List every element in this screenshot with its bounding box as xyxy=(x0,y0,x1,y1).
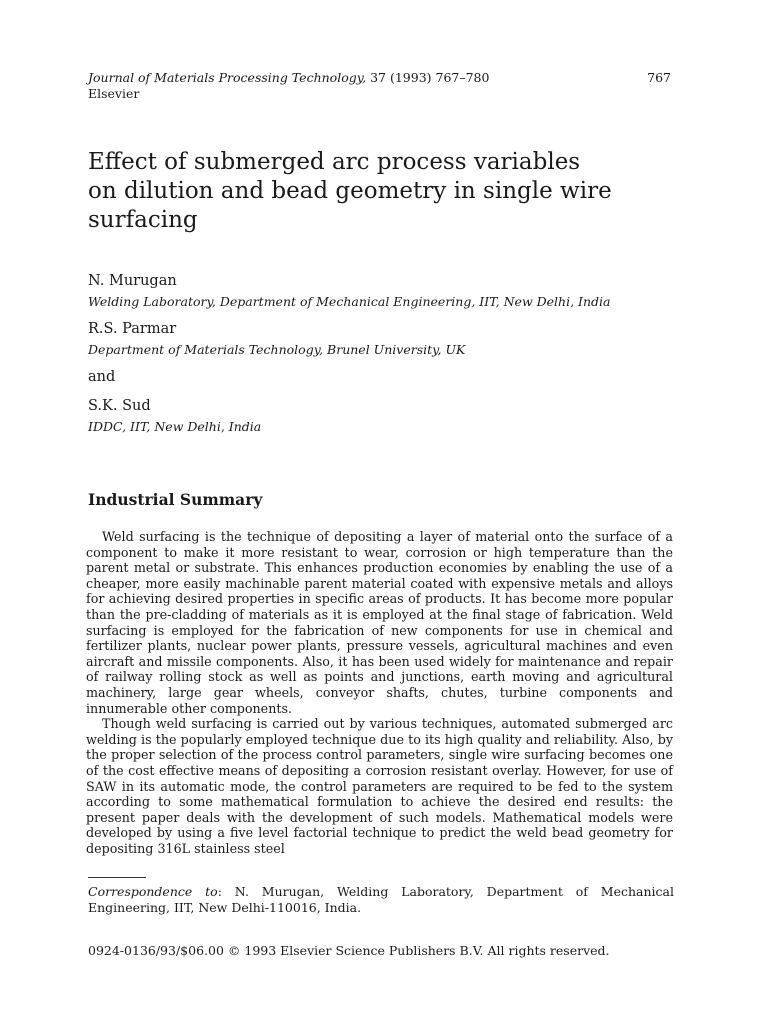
title-line-2: on dilution and bead geometry in single wire xyxy=(88,178,612,204)
author-name-1: N. Murugan xyxy=(88,273,177,289)
author-affiliation-1: Welding Laboratory, Department of Mechanical Engineering, IIT, New Delhi, India xyxy=(88,294,611,309)
body-paragraph-1: Weld surfacing is the technique of depositing a layer of material onto the surface of a component to make it more resistant to wear, corrosion or high temperature than the parent metal or substrate. This enhances production economies by enabling the use of a cheaper, more easily machinable parent material coated with expensive metals and alloys for achieving desired properties in specific areas of products. It has become more popular than the pre-cladding of materials as it is employed at the final stage of fabrication. Weld surfacing is employed for the fabrication of new components for use in chemical and fertilizer plants, nuclear power plants, pressure vessels, agricultural machines and even aircraft and missile components. Also, it has been used widely for maintenance and repair of railway rolling stock as well as points and junctions, earth moving and agricultural machinery, large gear wheels, conveyor shafts, chutes, turbine components and innumerable other components. xyxy=(86,529,673,716)
page-number: 767 xyxy=(647,70,671,85)
author-affiliation-3: IDDC, IIT, New Delhi, India xyxy=(88,419,262,434)
journal-name: Journal of Materials Processing Technology, xyxy=(88,70,367,85)
correspondence-footnote xyxy=(88,884,674,916)
author-name-2: R.S. Parmar xyxy=(88,321,177,337)
author-affiliation-2: Department of Materials Technology, Brunel University, UK xyxy=(88,342,466,357)
footnote-label: Correspondence to xyxy=(88,884,218,899)
paper-title xyxy=(88,148,678,235)
body-paragraph-2: Though weld surfacing is carried out by various techniques, automated submerged arc welding is the popularly employed technique due to its high quality and reliability. Also, by the proper selection of the process control parameters, single wire surfacing becomes one of the cost effective means of depositing a corrosion resistant overlay. However, for use of SAW in its automatic mode, the control parameters are required to be fed to the system according to some mathematical formulation to achieve the desired end results: the present paper deals with the development of such models. Mathematical models were developed by using a five level factorial technique to predict the weld bead geometry for depositing 316L stainless steel xyxy=(86,716,673,856)
journal-header xyxy=(88,70,673,102)
footnote-divider xyxy=(88,877,146,878)
author-name-3: S.K. Sud xyxy=(88,398,151,414)
title-line-1: Effect of submerged arc process variables xyxy=(88,149,581,175)
section-heading: Industrial Summary xyxy=(88,490,263,509)
title-line-3: surfacing xyxy=(88,207,198,233)
author-conjunction: and xyxy=(88,369,116,385)
publisher: Elsevier xyxy=(88,86,140,101)
copyright-line: 0924-0136/93/$06.00 © 1993 Elsevier Science Publishers B.V. All rights reserved. xyxy=(88,943,610,958)
volume-info: 37 (1993) 767–780 xyxy=(366,70,490,85)
footnote-text: : N. Murugan, Welding Laboratory, Department of Mechanical Engineering, IIT, New Delhi-110016, India. xyxy=(88,884,674,915)
section-body xyxy=(86,529,673,856)
author-block xyxy=(88,272,678,445)
